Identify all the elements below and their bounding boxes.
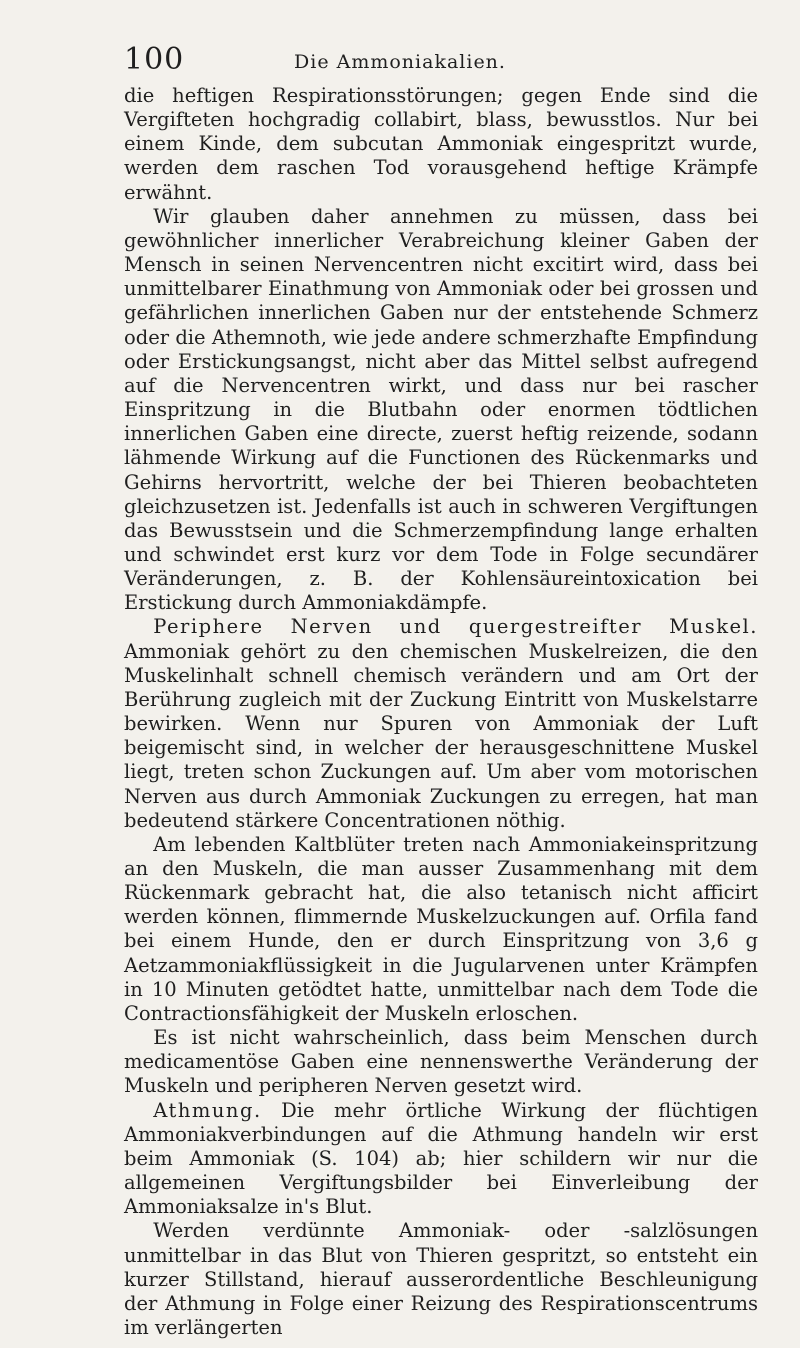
paragraph: Athmung. Die mehr örtliche Wirkung der flüchtigen Ammoniakverbindungen auf die Athmung handeln wir erst beim Ammoniak (S. 104) ab; hier schildern wir nur die allgemeinen Vergiftungsbilder bei Einverleibung der Ammoniaksalze in's Blut.	[124, 1098, 758, 1219]
running-title: Die Ammoniakalien.	[294, 51, 506, 73]
page-number: 100	[124, 42, 185, 77]
section-lead: Periphere Nerven und quergestreifter Muskel.	[153, 615, 758, 639]
page-header	[0, 38, 800, 78]
section-lead: Athmung.	[153, 1098, 262, 1122]
paragraph: die heftigen Respirationsstörungen; gegen Ende sind die Vergifteten hochgradig collabirt, blass, bewusstlos. Nur bei einem Kinde, dem subcutan Ammoniak eingespritzt wurde, werden dem raschen Tod vorausgehend heftige Krämpfe erwähnt.	[124, 84, 758, 204]
body-text	[124, 84, 758, 1340]
paragraph: Es ist nicht wahrscheinlich, dass beim Menschen durch medicamentöse Gaben eine nennenswerthe Veränderung der Muskeln und peripheren Nerven gesetzt wird.	[124, 1026, 758, 1098]
paragraph: Wir glauben daher annehmen zu müssen, dass bei gewöhnlicher innerlicher Verabreichung kleiner Gaben der Mensch in seinen Nervencentren nicht excitirt wird, dass bei unmittelbarer Einathmung von Ammoniak oder bei grossen und gefährlichen innerlichen Gaben nur der entstehende Schmerz oder die Athemnoth, wie jede andere schmerzhafte Empfindung oder Erstickungsangst, nicht aber das Mittel selbst aufregend auf die Nervencentren wirkt, und dass nur bei rascher Einspritzung in die Blutbahn oder enormen tödtlichen innerlichen Gaben eine directe, zuerst heftig reizende, sodann lähmende Wirkung auf die Functionen des Rückenmarks und Gehirns hervortritt, welche der bei Thieren beobachteten gleichzusetzen ist. Jedenfalls ist auch in schweren Vergiftungen das Bewusstsein und die Schmerzempfindung lange erhalten und schwindet erst kurz vor dem Tode in Folge secundärer Veränderungen, z. B. der Kohlensäureintoxication bei Erstickung durch Ammoniakdämpfe.	[124, 204, 758, 615]
paragraph: Periphere Nerven und quergestreifter Muskel. Ammoniak gehört zu den chemischen Muskelreizen, die den Muskelinhalt schnell chemisch verändern und am Ort der Berührung zugleich mit der Zuckung Eintritt von Muskelstarre bewirken. Wenn nur Spuren von Ammoniak der Luft beigemischt sind, in welcher der herausgeschnittene Muskel liegt, treten schon Zuckungen auf. Um aber vom motorischen Nerven aus durch Ammoniak Zuckungen zu erregen, hat man bedeutend stärkere Concentrationen nöthig.	[124, 615, 758, 832]
paragraph: Am lebenden Kaltblüter treten nach Ammoniakeinspritzung an den Muskeln, die man ausser Zusammenhang mit dem Rückenmark gebracht hat, die also tetanisch nicht afficirt werden können, flimmernde Muskelzuckungen auf. Orfila fand bei einem Hunde, den er durch Einspritzung von 3,6 g Aetzammoniakflüssigkeit in die Jugularvenen unter Krämpfen in 10 Minuten getödtet hatte, unmittelbar nach dem Tode die Contractionsfähigkeit der Muskeln erloschen.	[124, 832, 758, 1025]
paragraph: Werden verdünnte Ammoniak- oder -salzlösungen unmittelbar in das Blut von Thieren gespritzt, so entsteht ein kurzer Stillstand, hierauf ausserordentliche Beschleunigung der Athmung in Folge einer Reizung des Respirationscentrums im verlängerten	[124, 1219, 758, 1339]
